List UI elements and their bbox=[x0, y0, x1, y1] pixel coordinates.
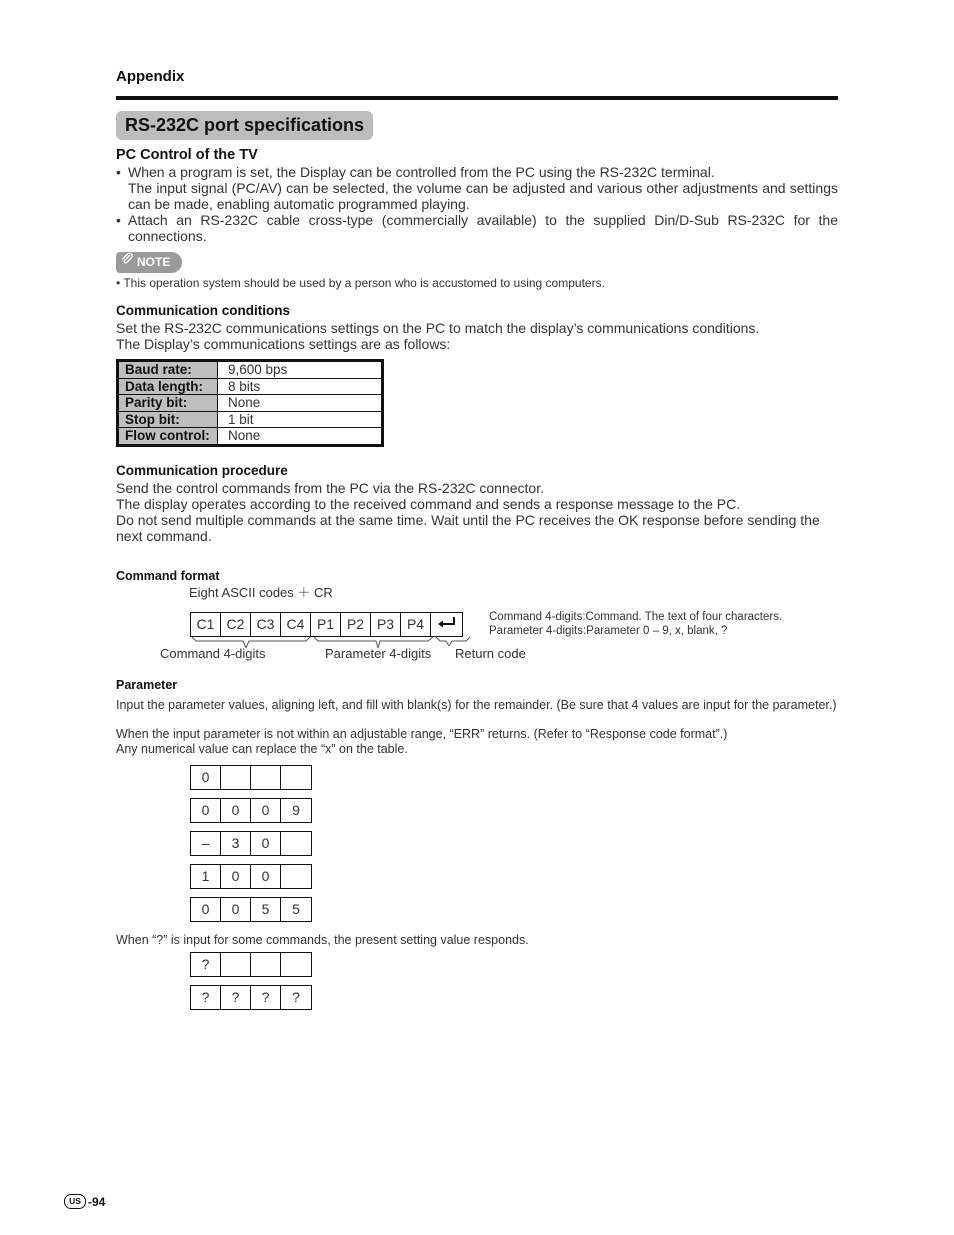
parameter-cell: P2 bbox=[341, 613, 371, 636]
parameter-example bbox=[190, 897, 312, 922]
param-cell: ? bbox=[191, 953, 221, 976]
table-row bbox=[118, 428, 383, 446]
param-cell: 0 bbox=[251, 832, 281, 855]
command-format-diagram bbox=[190, 612, 463, 637]
param-cell bbox=[281, 766, 311, 789]
param-cell: ? bbox=[251, 986, 281, 1009]
command-cell: C1 bbox=[191, 613, 221, 636]
table-row bbox=[118, 411, 383, 428]
comm-procedure-line2: The display operates according to the received command and sends a response message to the PC. bbox=[116, 496, 741, 512]
parameter-heading: Parameter bbox=[116, 678, 178, 692]
query-text: When “?” is input for some commands, the present setting value responds. bbox=[116, 933, 529, 947]
paperclip-icon bbox=[120, 252, 134, 273]
parameter-example bbox=[190, 765, 312, 790]
section-label: Appendix bbox=[116, 68, 185, 85]
command-cell: C3 bbox=[251, 613, 281, 636]
comm-procedure-line1: Send the control commands from the PC via the RS-232C connector. bbox=[116, 480, 544, 496]
comm-settings-table bbox=[116, 359, 384, 447]
setting-value: 9,600 bps bbox=[218, 361, 383, 379]
parameter-cell: P3 bbox=[371, 613, 401, 636]
param-cell: 0 bbox=[221, 799, 251, 822]
bullet-text: The input signal (PC/AV) can be selected, the volume can be adjusted and various other adjustments and settings can be made, enabling automatic programmed playing. bbox=[128, 180, 838, 212]
command-format-heading: Command format bbox=[116, 569, 220, 583]
param-cell: ? bbox=[292, 989, 300, 1005]
param-cell bbox=[281, 865, 311, 888]
param-cell: 0 bbox=[191, 799, 221, 822]
param-cell: 0 bbox=[251, 799, 281, 822]
setting-value: None bbox=[218, 428, 383, 446]
param-cell: 0 bbox=[251, 865, 281, 888]
note-text: • This operation system should be used by a person who is accustomed to using computers. bbox=[116, 276, 605, 290]
parameter-example bbox=[190, 864, 312, 889]
param-cell bbox=[251, 766, 281, 789]
param-cell bbox=[281, 953, 311, 976]
comm-conditions-line1: Set the RS-232C communications settings on the PC to match the display’s communications conditions. bbox=[116, 320, 760, 336]
bullet-text: • When a program is set, the Display can be controlled from the PC using the RS-232C terminal. bbox=[128, 164, 715, 180]
parameter-line1: Input the parameter values, aligning left, and fill with blank(s) for the remainder. (Be sure that 4 values are input for the parameter.) bbox=[116, 698, 837, 712]
param-cell: ? bbox=[191, 986, 221, 1009]
parameter-line3: Any numerical value can replace the “x” on the table. bbox=[116, 742, 408, 756]
note-badge bbox=[116, 252, 182, 273]
param-cell: 9 bbox=[292, 802, 300, 818]
command-digits-label: Command 4-digits bbox=[160, 646, 266, 661]
command-format-caption: Eight ASCII codes ＋ CR bbox=[189, 585, 333, 600]
command-desc: Command 4-digits:Command. The text of four characters. bbox=[489, 611, 783, 623]
param-cell: 5 bbox=[292, 901, 300, 917]
setting-label: Parity bit: bbox=[118, 395, 218, 412]
param-cell bbox=[281, 832, 311, 855]
bullet-item bbox=[116, 164, 838, 212]
table-row bbox=[118, 361, 383, 379]
param-cell: – bbox=[191, 832, 221, 855]
comm-procedure-line3: Do not send multiple commands at the same time. Wait until the PC receives the OK response before sending the next command. bbox=[116, 512, 820, 544]
return-code-label: Return code bbox=[455, 646, 526, 661]
pc-control-heading: PC Control of the TV bbox=[116, 147, 258, 163]
setting-value: 8 bits bbox=[218, 378, 383, 395]
page-number: -94 bbox=[88, 1194, 106, 1209]
setting-label: Flow control: bbox=[118, 428, 218, 446]
query-example bbox=[190, 952, 312, 977]
bullet-item: • Attach an RS-232C cable cross-type (commercially available) to the supplied Din/D-Sub RS-232C for the connections. bbox=[116, 212, 838, 244]
comm-procedure-heading: Communication procedure bbox=[116, 463, 288, 478]
setting-label: Stop bit: bbox=[118, 411, 218, 428]
param-cell: 5 bbox=[251, 898, 281, 921]
header-rule bbox=[116, 96, 838, 100]
return-key-icon bbox=[431, 613, 462, 636]
region-badge: US bbox=[64, 1194, 86, 1209]
note-text-content: This operation system should be used by a person who is accustomed to using computers. bbox=[123, 276, 605, 290]
param-cell bbox=[221, 766, 251, 789]
parameter-example bbox=[190, 831, 312, 856]
param-cell: 0 bbox=[191, 766, 221, 789]
setting-value: None bbox=[218, 395, 383, 412]
page-footer bbox=[64, 1194, 105, 1209]
page-title: RS-232C port specifications bbox=[116, 111, 373, 140]
note-label: NOTE bbox=[137, 255, 171, 269]
param-cell: 0 bbox=[191, 898, 221, 921]
parameter-example bbox=[190, 798, 312, 823]
param-cell: 1 bbox=[191, 865, 221, 888]
setting-value: 1 bit bbox=[218, 411, 383, 428]
query-example bbox=[190, 985, 312, 1010]
parameter-cell: P1 bbox=[311, 613, 341, 636]
table-row bbox=[118, 395, 383, 412]
param-cell: ? bbox=[221, 986, 251, 1009]
command-cell: C2 bbox=[221, 613, 251, 636]
comm-conditions-heading: Communication conditions bbox=[116, 303, 290, 318]
param-cell: 0 bbox=[221, 865, 251, 888]
parameter-digits-label: Parameter 4-digits bbox=[325, 646, 432, 661]
command-cell: C4 bbox=[281, 613, 311, 636]
table-row bbox=[118, 378, 383, 395]
param-cell bbox=[251, 953, 281, 976]
param-cell bbox=[221, 953, 251, 976]
comm-conditions-line2: The Display’s communications settings are as follows: bbox=[116, 336, 451, 352]
setting-label: Data length: bbox=[118, 378, 218, 395]
parameter-line2: When the input parameter is not within an adjustable range, “ERR” returns. (Refer to “Response code format”.) bbox=[116, 727, 728, 741]
parameter-desc: Parameter 4-digits:Parameter 0 – 9, x, blank, ? bbox=[489, 625, 728, 637]
param-cell: 0 bbox=[221, 898, 251, 921]
param-cell: 3 bbox=[221, 832, 251, 855]
parameter-cell: P4 bbox=[401, 613, 431, 636]
pc-control-bullets bbox=[116, 164, 838, 244]
setting-label: Baud rate: bbox=[118, 361, 218, 379]
